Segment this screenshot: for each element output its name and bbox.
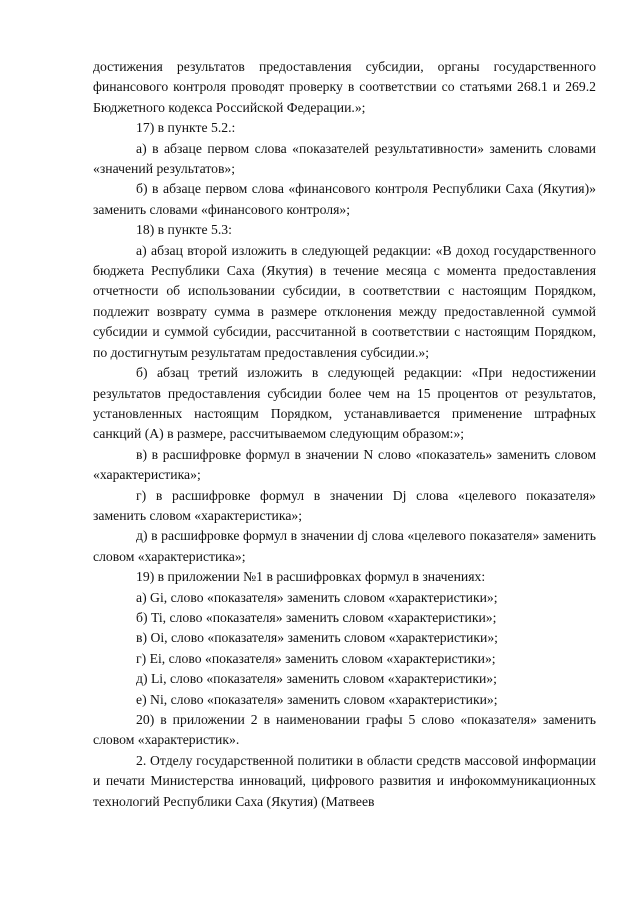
paragraph-3: а) в абзаце первом слова «показателей результативности» заменить словами «значений результатов»; bbox=[93, 140, 596, 177]
paragraph-15: г) Ei, слово «показателя» заменить словом «характеристики»; bbox=[136, 650, 496, 666]
paragraph-7: б) абзац третий изложить в следующей редакции: «При недостижении результатов предоставления субсидии более чем на 15 процентов от результатов, установленных настоящим Порядком, устанавливается применение штрафных санкций (А) в размере, рассчитываемом следующим образом:»; bbox=[93, 365, 596, 442]
paragraph-4: б) в абзаце первом слова «финансового контроля Республики Саха (Якутия)» заменить словами «финансового контроля»; bbox=[93, 181, 596, 217]
paragraph-13: б) Ti, слово «показателя» заменить словом «характеристики»; bbox=[136, 609, 497, 625]
paragraph-18: 20) в приложении 2 в наименовании графы 5 слово «показателя» заменить словом «характеристик». bbox=[93, 712, 596, 748]
paragraph-12: а) Gi, слово «показателя» заменить словом «характеристики»; bbox=[136, 589, 498, 605]
paragraph-16: д) Li, слово «показателя» заменить словом «характеристики»; bbox=[136, 671, 497, 687]
paragraph-8: в) в расшифровке формул в значении N слово «показатель» заменить словом «характеристика»; bbox=[93, 446, 596, 483]
paragraph-11: 19) в приложении №1 в расшифровках формул в значениях: bbox=[136, 569, 486, 585]
paragraph-5: 18) в пункте 5.3: bbox=[136, 222, 232, 238]
paragraph-1: достижения результатов предоставления субсидии, органы государственного финансового контроля проводят проверку в соответствии со статьями 268.1 и 269.2 Бюджетного кодекса Российской Федерации.»; bbox=[93, 59, 596, 115]
paragraph-14: в) Oi, слово «показателя» заменить словом «характеристики»; bbox=[136, 630, 498, 646]
paragraph-2: 17) в пункте 5.2.: bbox=[136, 120, 236, 136]
paragraph-10: д) в расшифровке формул в значении dj слова «целевого показателя» заменить словом «характеристика»; bbox=[93, 528, 596, 564]
paragraph-6: а) абзац второй изложить в следующей редакции: «В доход государственного бюджета Республики Саха (Якутия) в течение месяца с момента предоставления отчетности об использовании субсидии, в соответствии с настоящим Порядком, подлежит возврату сумма в размере отклонения между предоставленной суммой субсидии и суммой субсидии, рассчитанной в соответствии с настоящим Порядком, по достигнутым результатам предоставления субсидии.»; bbox=[93, 242, 596, 360]
paragraph-17: е) Ni, слово «показателя» заменить словом «характеристики»; bbox=[136, 691, 498, 707]
paragraph-9: г) в расшифровке формул в значении Dj слова «целевого показателя» заменить словом «характеристика»; bbox=[93, 487, 596, 523]
paragraph-19: 2. Отделу государственной политики в области средств массовой информации и печати Министерства инноваций, цифрового развития и инфокоммуникационных технологий Республики Саха (Якутия) (Матвеев bbox=[93, 752, 596, 809]
